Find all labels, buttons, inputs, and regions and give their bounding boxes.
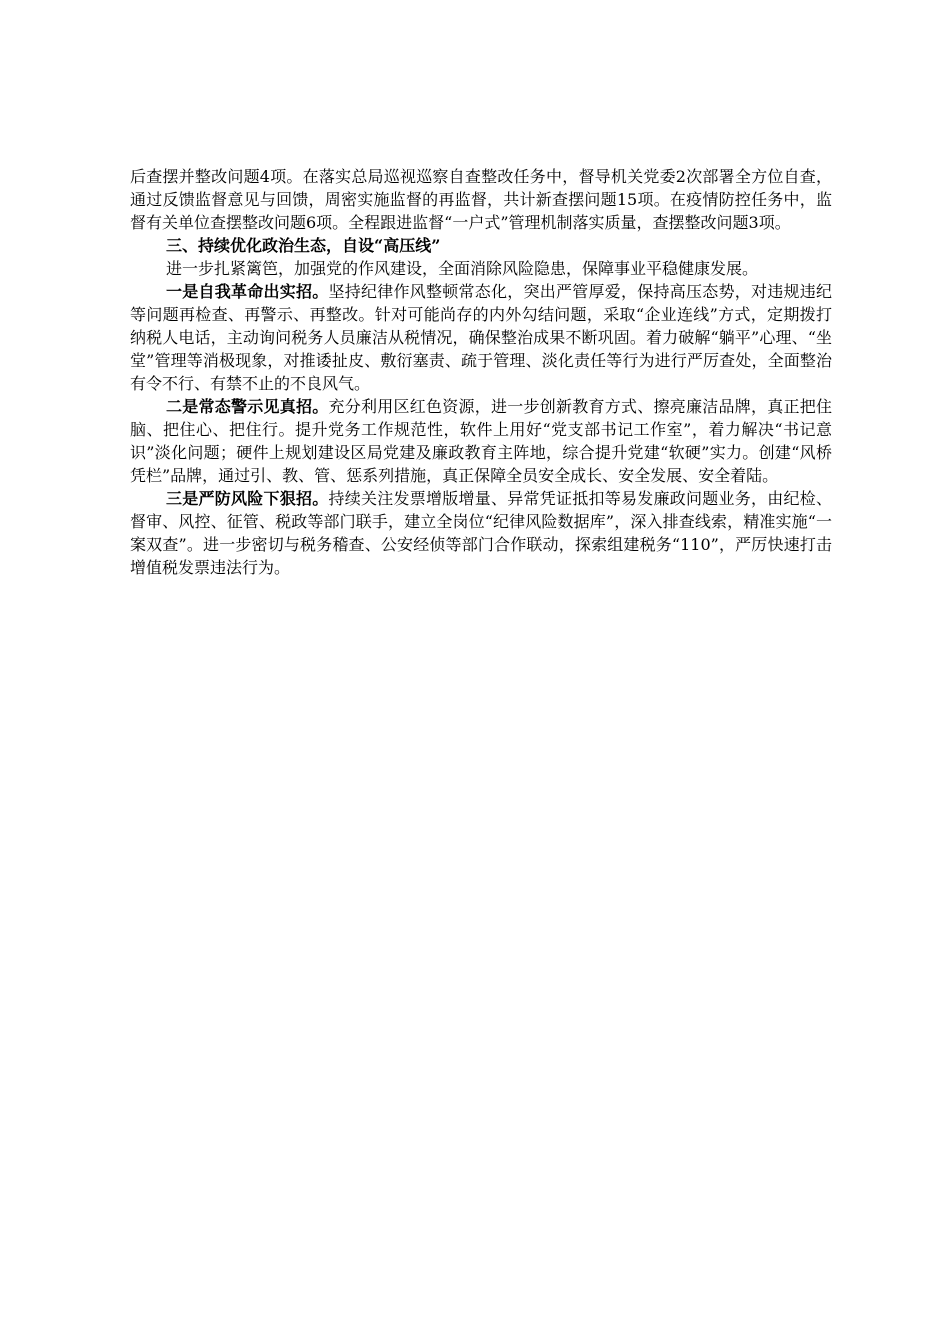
item-lead-3: 三是严防风险下狠招。 [166, 489, 329, 508]
item-text-2: 充分利用区红色资源，进一步创新教育方式、擦亮廉洁品牌，真正把住脑、把住心、把住行。提升党务工作规范性，软件上用好“党支部书记工作室”，着力解决“书记意识”淡化问题；硬件上规划建设区局党建及廉政教育主阵地，综合提升党建“软硬”实力。创建“风桥凭栏”品牌，通过引、教、管、惩系列措施，真正保障全员安全成长、安全发展、安全着陆。 [130, 397, 832, 485]
item-lead-1: 一是自我革命出实招。 [166, 282, 329, 301]
item-text-3: 持续关注发票增版增量、异常凭证抵扣等易发廉政问题业务，由纪检、督审、风控、征管、税政等部门联手，建立全岗位“纪律风险数据库”，深入排查线索，精准实施“一案双查”。进一步密切与税务稽查、公安经侦等部门合作联动，探索组建税务“110”，严厉快速打击增值税发票违法行为。 [130, 489, 832, 577]
item-paragraph-1 [130, 280, 832, 395]
item-text-1: 坚持纪律作风整顿常态化，突出严管厚爱，保持高压态势，对违规违纪等问题再检查、再警示、再整改。针对可能尚存的内外勾结问题，采取“企业连线”方式，定期拨打纳税人电话，主动询问税务人员廉洁从税情况，确保整治成果不断巩固。着力破解“躺平”心理、“坐堂”管理等消极现象，对推诿扯皮、敷衍塞责、疏于管理、淡化责任等行为进行严厉查处，全面整治有令不行、有禁不止的不良风气。 [130, 282, 832, 393]
document-body [130, 165, 832, 579]
item-paragraph-2 [130, 395, 832, 487]
continuation-paragraph: 后查摆并整改问题4项。在落实总局巡视巡察自查整改任务中，督导机关党委2次部署全方位自查，通过反馈监督意见与回馈，周密实施监督的再监督，共计新查摆问题15项。在疫情防控任务中，监督有关单位查摆整改问题6项。全程跟进监督“一户式”管理机制落实质量，查摆整改问题3项。 [130, 167, 832, 232]
item-paragraph-3 [130, 487, 832, 579]
intro-paragraph: 进一步扎紧篱笆，加强党的作风建设，全面消除风险隐患，保障事业平稳健康发展。 [166, 259, 759, 278]
section-heading: 三、持续优化政治生态，自设“高压线” [166, 236, 441, 255]
item-lead-2: 二是常态警示见真招。 [166, 397, 329, 416]
